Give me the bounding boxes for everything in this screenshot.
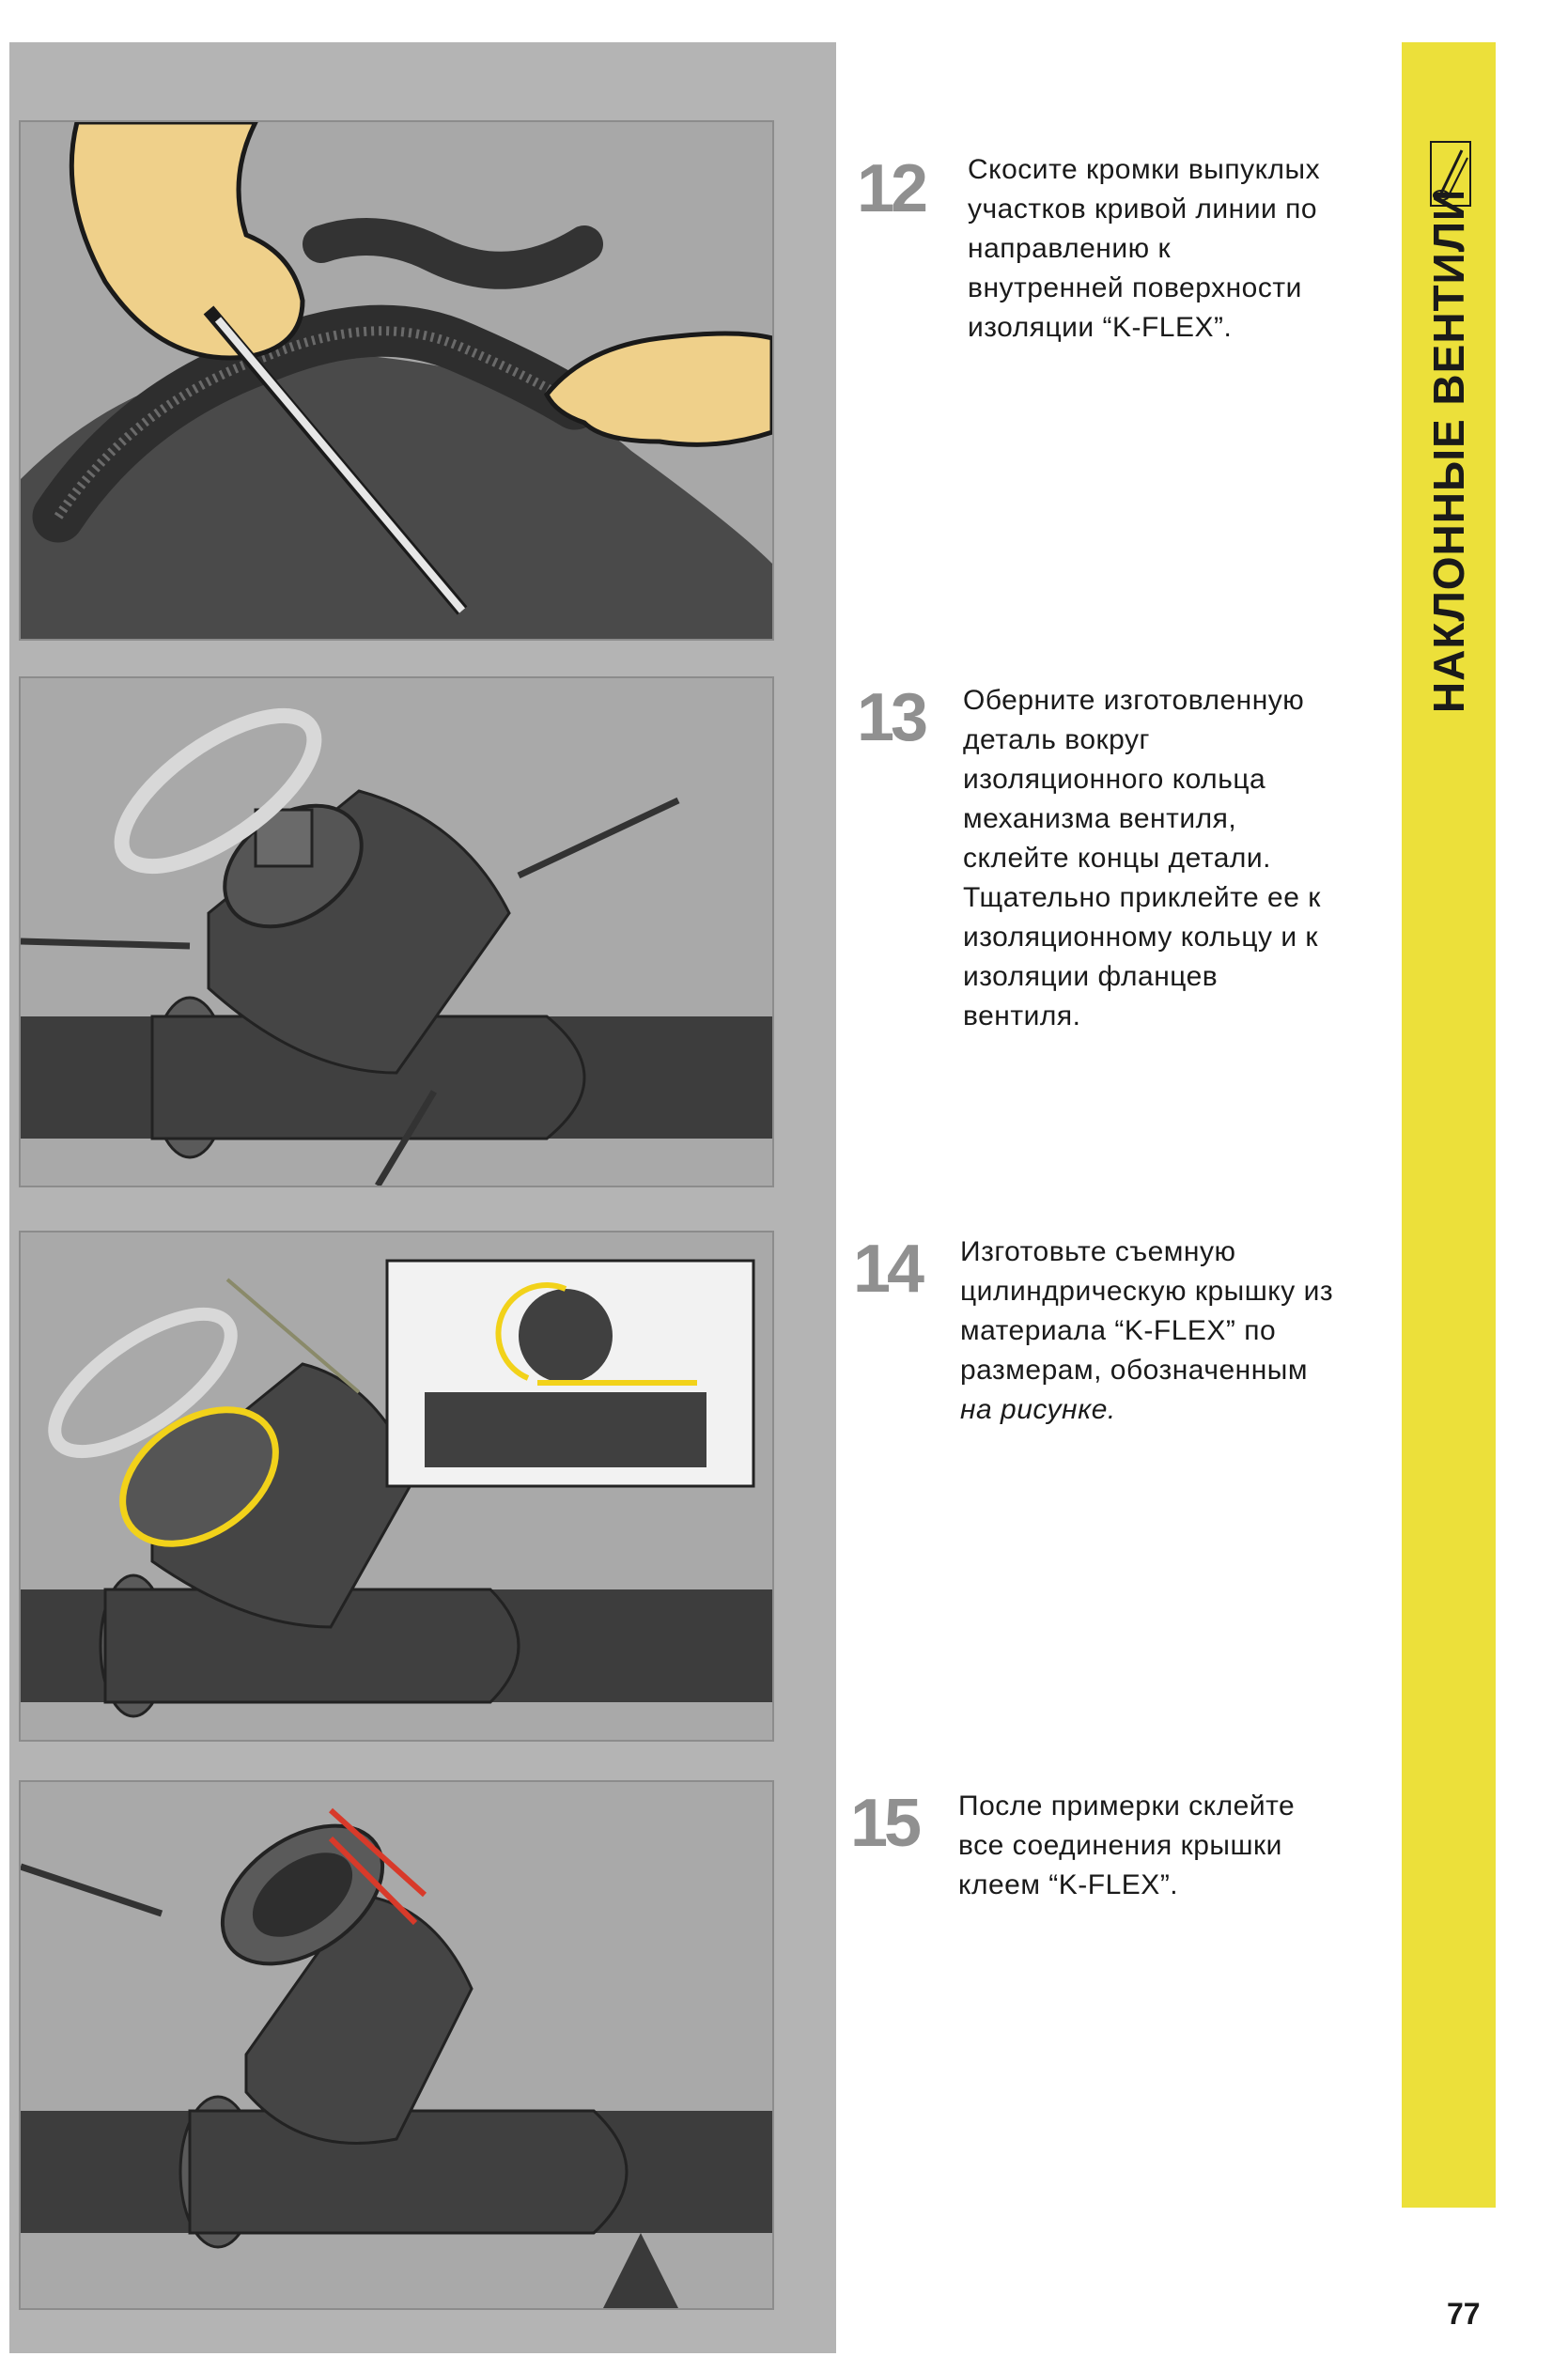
- section-title-text: НАКЛОННЫЕ ВЕНТИЛИ: [1424, 188, 1473, 714]
- step-13-number: 13: [857, 680, 925, 755]
- illustration-step-12: [19, 120, 774, 641]
- step-13-text: Оберните изготовленную деталь вокруг изоляционного кольца механизма вентиля, склейте концы детали. Тщательно приклейте ее к изоляционному кольцу и к изоляции фланцев вентиля.: [963, 685, 1321, 1031]
- fitting-cap-drawing: [21, 1782, 772, 2308]
- step-14-text-italic: на рисунке.: [960, 1394, 1116, 1425]
- illustration-step-14: [19, 1231, 774, 1742]
- step-15-number: 15: [850, 1786, 919, 1861]
- step-14-number: 14: [853, 1232, 922, 1307]
- page-number: 77: [1447, 2297, 1481, 2331]
- illustration-step-13: [19, 676, 774, 1187]
- wrapping-valve-drawing: [21, 678, 772, 1186]
- cutting-insulation-drawing: [21, 122, 772, 639]
- measuring-cap-drawing: [21, 1233, 772, 1740]
- illustration-step-15: [19, 1780, 774, 2310]
- step-12-text: Скосите кромки выпуклых участков кривой линии по направлению к внутренней поверхности изоляции “K-FLEX”.: [968, 154, 1321, 343]
- step-14-text: [960, 1233, 1333, 1430]
- step-12-number: 12: [857, 151, 925, 226]
- step-14-text-main: Изготовьте съемную цилиндрическую крышку из материала “K-FLEX” по размерам, обозначенным: [960, 1236, 1334, 1386]
- step-15-text: После примерки склейте все соединения крышки клеем “K-FLEX”.: [958, 1791, 1296, 1900]
